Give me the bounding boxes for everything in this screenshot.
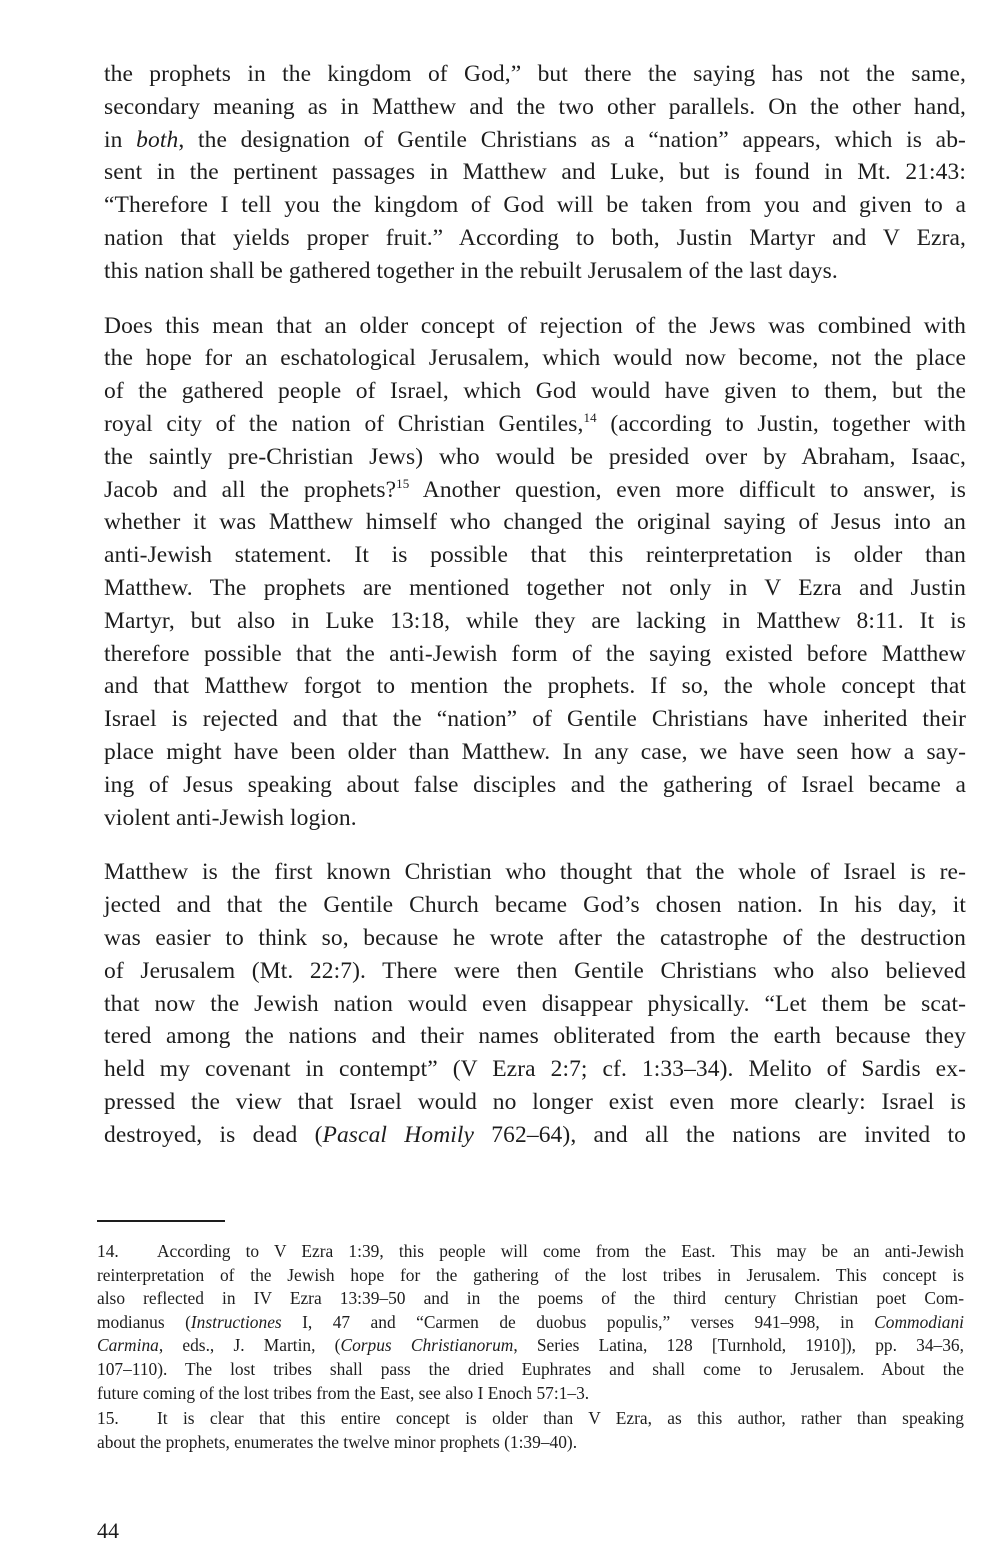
text-line: place might have been older than Matthew. In any case, we have seen how a say- bbox=[104, 738, 966, 765]
footnote-divider bbox=[97, 1220, 225, 1222]
footnote-line: reinterpretation of the Jewish hope for the gathering of the lost tribes in Jerusalem. This concept is bbox=[97, 1264, 964, 1285]
footnote bbox=[97, 1240, 964, 1405]
footnote-number: 15. bbox=[97, 1408, 119, 1429]
italic-title: Corpus Christianorum bbox=[340, 1335, 514, 1356]
text-line: jected and that the Gentile Church became God’s chosen nation. In his day, it bbox=[104, 892, 966, 919]
text-line: this nation shall be gathered together in the rebuilt Jerusalem of the last days. bbox=[104, 257, 838, 284]
text-line: destroyed, is dead (Pascal Homily 762–64), and all the nations are invited to bbox=[104, 1121, 966, 1148]
text-line: was easier to think so, because he wrote after the catastrophe of the destruction bbox=[104, 924, 966, 951]
text-line: whether it was Matthew himself who changed the original saying of Jesus into an bbox=[104, 509, 966, 536]
footnote-line: modianus (Instructiones I, 47 and “Carmen de duobus populis,” verses 941–998, in Commodiani bbox=[97, 1311, 965, 1332]
text-line: of Jerusalem (Mt. 22:7). There were then Gentile Christians who also believed bbox=[104, 957, 966, 984]
footnote-line: 14. According to V Ezra 1:39, this people will come from the East. This may be an anti-Jewish bbox=[97, 1240, 964, 1264]
text-line: Israel is rejected and that the “nation” of Gentile Christians have inherited their bbox=[104, 706, 966, 733]
main-text bbox=[104, 58, 966, 1152]
footnote-line: also reflected in IV Ezra 13:39–50 and in the poems of the third century Christian poet Com- bbox=[97, 1288, 964, 1309]
footnote-line: 107–110). The lost tribes shall pass the dried Euphrates and shall come to Jerusalem. About the bbox=[97, 1358, 964, 1379]
text-line: Martyr, but also in Luke 13:18, while they are lacking in Matthew 8:11. It is bbox=[104, 607, 966, 634]
italic-title: Instructiones bbox=[190, 1311, 282, 1332]
text-line: tered among the nations and their names obliterated from the earth because they bbox=[104, 1023, 966, 1050]
footnote-number: 14. bbox=[97, 1241, 119, 1261]
text-line: sent in the pertinent passages in Matthew and Luke, but is found in Mt. 21:43: bbox=[104, 159, 966, 186]
text-line: of the gathered people of Israel, which God would have given to them, but the bbox=[104, 378, 966, 405]
text-line: nation that yields proper fruit.” According to both, Justin Martyr and V Ezra, bbox=[104, 224, 966, 251]
text-line: violent anti-Jewish logion. bbox=[104, 804, 357, 831]
text-line: Jacob and all the prophets?$^{15}$ Another question, even more difficult to answer, is bbox=[104, 475, 966, 503]
italic-title: Pascal Homily bbox=[322, 1121, 475, 1148]
text-line: pressed the view that Israel would no longer exist even more clearly: Israel is bbox=[104, 1088, 966, 1115]
text-line: in both, the designation of Gentile Christians as a “nation” appears, which is ab- bbox=[104, 126, 966, 153]
text-line: “Therefore I tell you the kingdom of God will be taken from you and given to a bbox=[104, 192, 966, 219]
text-line: Matthew. The prophets are mentioned together not only in V Ezra and Justin bbox=[104, 574, 966, 601]
text-line: anti-Jewish statement. It is possible that this reinterpretation is older than bbox=[104, 542, 966, 569]
text-line: Does this mean that an older concept of rejection of the Jews was combined with bbox=[104, 312, 966, 339]
footnote-ref: 14 bbox=[583, 409, 597, 425]
footnotes-section bbox=[97, 1240, 964, 1456]
text-line: that now the Jewish nation would even disappear physically. “Let them be scat- bbox=[104, 990, 966, 1017]
body-paragraph bbox=[104, 58, 966, 288]
text-line: the saintly pre-Christian Jews) who would be presided over by Abraham, Isaac, bbox=[104, 443, 966, 470]
page-number: 44 bbox=[97, 1518, 119, 1543]
footnote-ref: 15 bbox=[396, 475, 410, 491]
text-line: and that Matthew forgot to mention the prophets. If so, the whole concept that bbox=[104, 673, 966, 700]
footnote-line: Carmina, eds., J. Martin, (Corpus Christianorum, Series Latina, 128 [Turnhold, 1910]), pp. 34–36, bbox=[97, 1335, 964, 1356]
text-line: the hope for an eschatological Jerusalem, which would now become, not the place bbox=[104, 345, 966, 372]
text-line: secondary meaning as in Matthew and the two other parallels. On the other hand, bbox=[104, 93, 966, 120]
italic-title: Carmina bbox=[97, 1335, 159, 1356]
text-line: held my covenant in contempt” (V Ezra 2:7; cf. 1:33–34). Melito of Sardis ex- bbox=[104, 1056, 966, 1083]
italic-title: Commodiani bbox=[874, 1311, 965, 1332]
text-line: royal city of the nation of Christian Gentiles,$^{14}$ (according to Justin, together with bbox=[104, 409, 966, 437]
footnote bbox=[97, 1407, 964, 1454]
body-paragraph bbox=[104, 856, 966, 1151]
footnote-line: future coming of the lost tribes from the East, see also I Enoch 57:1–3. bbox=[97, 1382, 590, 1403]
text-line: ing of Jesus speaking about false disciples and the gathering of Israel became a bbox=[104, 771, 966, 798]
italic-title: both bbox=[136, 126, 179, 153]
footnote-line: 15. It is clear that this entire concept is older than V Ezra, as this author, rather than speaking bbox=[97, 1407, 964, 1431]
footnote-line: about the prophets, enumerates the twelve minor prophets (1:39–40). bbox=[97, 1431, 578, 1452]
text-line: Matthew is the first known Christian who thought that the whole of Israel is re- bbox=[104, 859, 966, 886]
body-paragraph bbox=[104, 310, 966, 835]
text-line: therefore possible that the anti-Jewish form of the saying existed before Matthew bbox=[104, 640, 966, 667]
text-line: the prophets in the kingdom of God,” but there the saying has not the same, bbox=[104, 61, 966, 87]
